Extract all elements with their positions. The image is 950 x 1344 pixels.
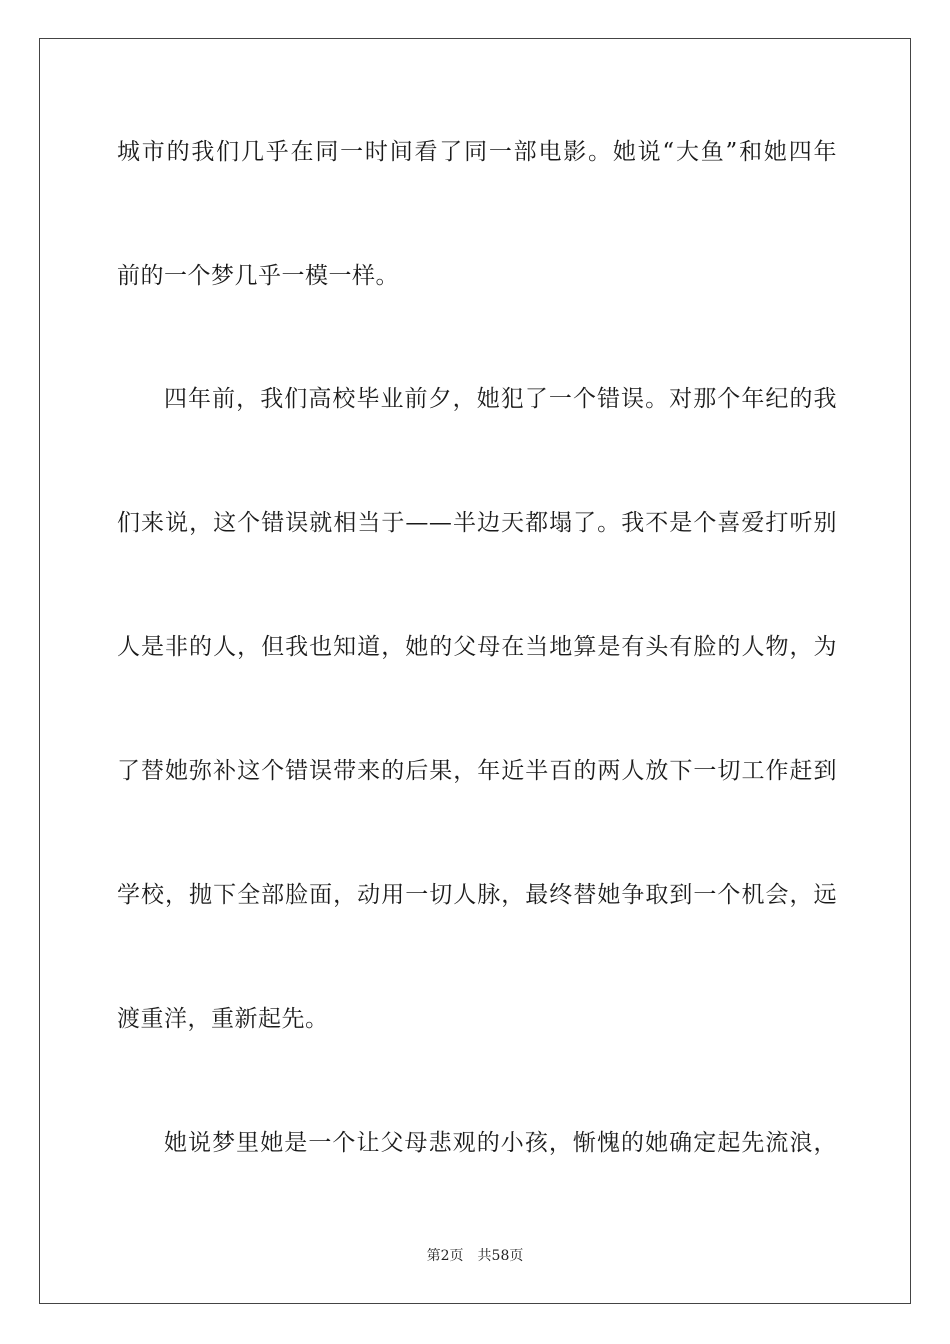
page-footer xyxy=(0,1246,950,1266)
text-line: 人是非的人，但我也知道，她的父母在当地算是有头有脸的人物，为 xyxy=(117,634,837,660)
page-border xyxy=(39,38,911,1304)
text-line: 前的一个梦几乎一模一样。 xyxy=(117,263,399,289)
text-line: 们来说，这个错误就相当于——半边天都塌了。我不是个喜爱打听别 xyxy=(117,510,837,536)
text-line: 她说梦里她是一个让父母悲观的小孩，惭愧的她确定起先流浪， xyxy=(164,1130,837,1156)
text-line: 城市的我们几乎在同一时间看了同一部电影。她说“大鱼”和她四年 xyxy=(117,139,837,165)
page-number: 第2页 xyxy=(426,1248,464,1264)
text-line: 四年前，我们高校毕业前夕，她犯了一个错误。对那个年纪的我 xyxy=(164,386,837,412)
total-pages: 共58页 xyxy=(477,1248,524,1264)
text-line: 渡重洋，重新起先。 xyxy=(117,1006,329,1032)
text-line: 了替她弥补这个错误带来的后果，年近半百的两人放下一切工作赶到 xyxy=(117,758,837,784)
text-line: 学校，抛下全部脸面，动用一切人脉，最终替她争取到一个机会，远 xyxy=(117,882,837,908)
